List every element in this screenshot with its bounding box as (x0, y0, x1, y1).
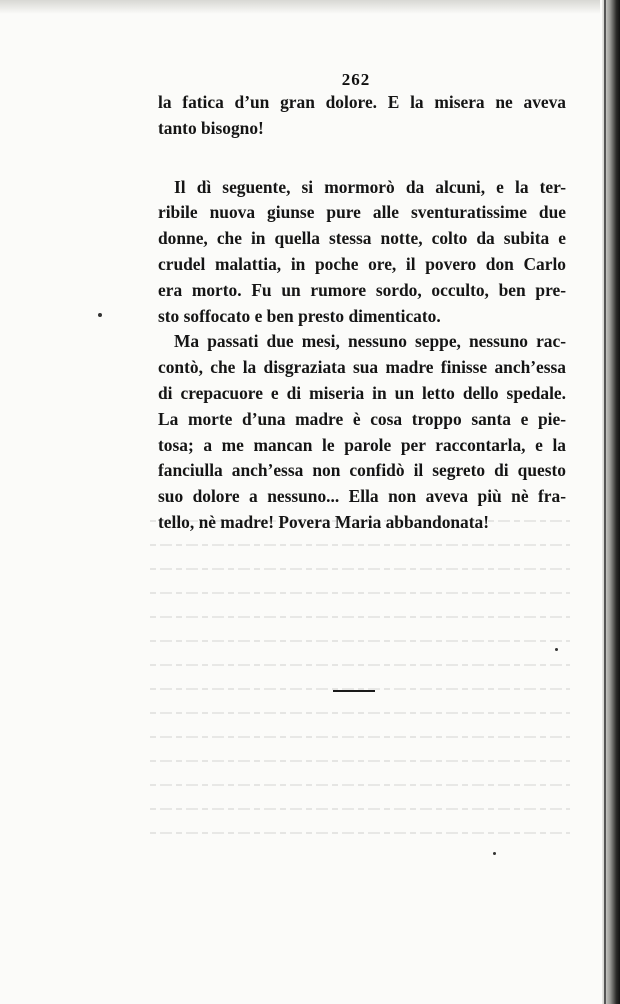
top-shadow (0, 0, 600, 14)
paragraph-gap (158, 142, 566, 175)
body-text (158, 90, 566, 536)
text-line: Ma passati due mesi, nessuno seppe, nessuno rac- (174, 331, 566, 352)
paper-speck (555, 648, 558, 651)
text-line: tanto bisogno! (158, 117, 264, 138)
text-line: tello, nè madre! Povera Maria abbandonata! (158, 511, 490, 532)
text-line: tosa; a me mancan le parole per raccontarla, e la (158, 434, 566, 455)
text-line: suo dolore a nessuno... Ella non aveva più nè fra- (158, 486, 566, 507)
text-line: crudel malattia, in poche ore, il povero don Carlo (158, 253, 566, 274)
text-line: era morto. Fu un rumore sordo, occulto, ben pre- (158, 279, 566, 300)
text-line: sto soffocato e ben presto dimenticato. (158, 305, 441, 326)
section-separator (333, 690, 375, 692)
text-line: donne, che in quella stessa notte, colto da subita e (158, 228, 566, 249)
text-line: la fatica d’un gran dolore. E la misera ne aveva (158, 92, 566, 112)
text-line: di crepacuore e di miseria in un letto dello spedale. (158, 382, 566, 403)
text-line: La morte d’una madre è cosa troppo santa e pie- (158, 408, 566, 429)
paper-speck (98, 313, 102, 317)
page-number: 262 (341, 70, 371, 89)
text-line: contò, che la disgraziata sua madre finisse anch’essa (158, 357, 566, 378)
text-line: fanciulla anch’essa non confidò il segreto di questo (158, 460, 566, 481)
paper-speck (493, 852, 496, 855)
text-line: Il dì seguente, si mormorò da alcuni, e la ter- (174, 176, 566, 197)
page-edge-line (604, 0, 606, 1004)
text-line: ribile nuova giunse pure alle sventuratissime due (158, 202, 566, 223)
bleed-through-text (150, 520, 570, 880)
